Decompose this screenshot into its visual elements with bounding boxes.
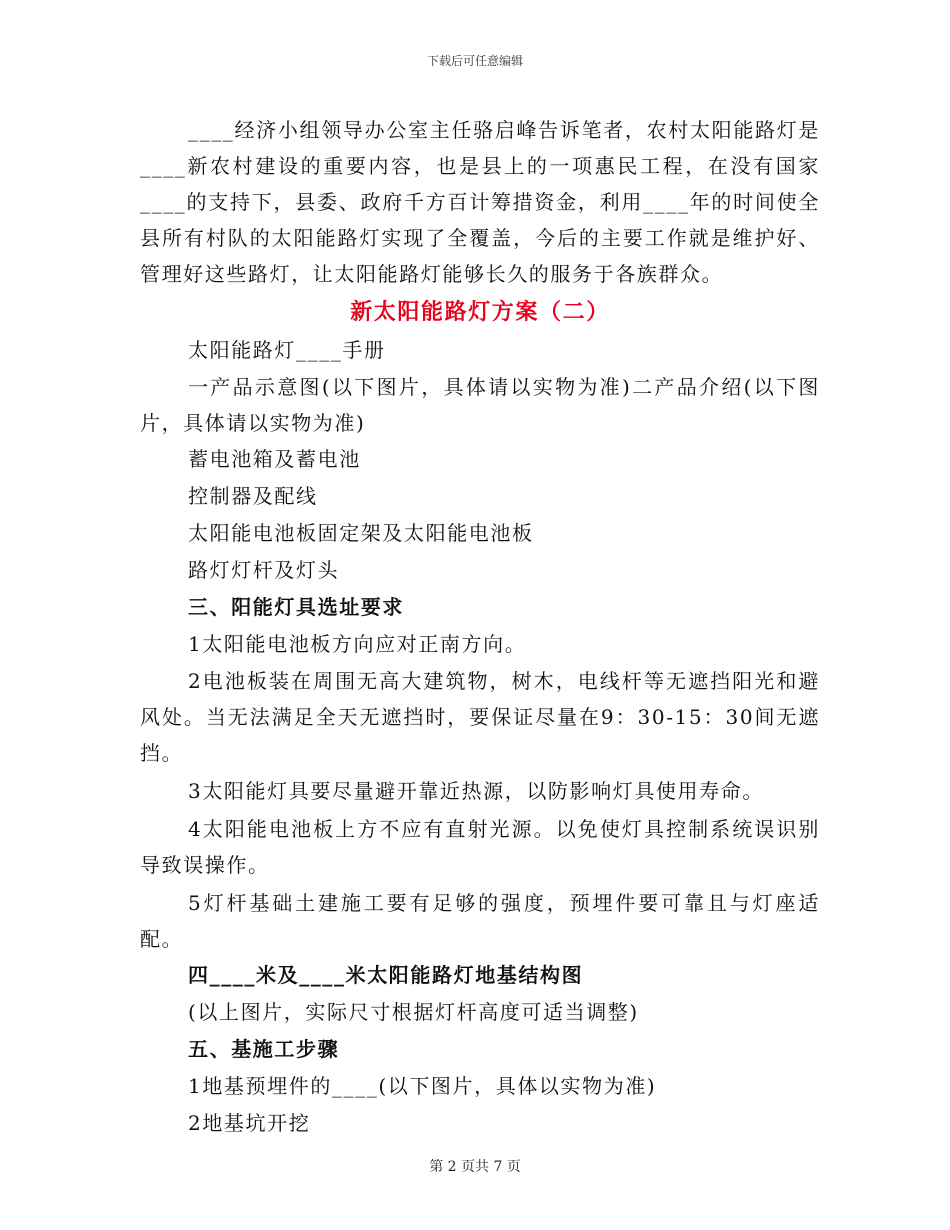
document-body: [140, 112, 820, 1142]
requirement-item: 5灯杆基础土建施工要有足够的强度，预埋件要可靠且与灯座适配。: [140, 891, 820, 951]
requirement-item: 1太阳能电池板方向应对正南方向。: [188, 632, 527, 656]
requirement-item: 4太阳能电池板上方不应有直射光源。以免使灯具控制系统误识别导致误操作。: [140, 817, 820, 877]
part-item: 蓄电池箱及蓄电池: [188, 447, 361, 471]
product-intro-paragraph: 一产品示意图(以下图片，具体请以实物为准)二产品介绍(以下图片，具体请以实物为准): [140, 375, 820, 435]
requirement-item: 2电池板装在周围无高大建筑物，树木，电线杆等无遮挡阳光和避风处。当无法满足全天无遮挡时，要保证尽量在9：30-15：30间无遮挡。: [140, 669, 820, 765]
section-4-note: (以上图片，实际尺寸根据灯杆高度可适当调整): [188, 1000, 639, 1024]
document-title: 新太阳能路灯方案（二）: [350, 299, 610, 325]
construction-step: 2地基坑开挖: [188, 1111, 311, 1135]
page-footer: 第 2 页共 7 页: [429, 1159, 521, 1175]
requirement-item: 3太阳能灯具要尽量避开靠近热源，以防影响灯具使用寿命。: [188, 779, 764, 803]
manual-title-line: 太阳能路灯____手册: [188, 338, 386, 362]
part-item: 控制器及配线: [188, 484, 318, 508]
intro-paragraph: ____经济小组领导办公室主任骆启峰告诉笔者，农村太阳能路灯是____新农村建设的重要内容，也是县上的一项惠民工程，在没有国家____的支持下，县委、政府千方百计筹措资金，利用____年的时间使全县所有村队的太阳能路灯实现了全覆盖，今后的主要工作就是维护好、管理好这些路灯，让太阳能路灯能够长久的服务于各族群众。: [140, 118, 820, 286]
section-5-heading: 五、基施工步骤: [188, 1037, 340, 1061]
construction-step: 1地基预埋件的____(以下图片，具体以实物为准): [188, 1074, 657, 1098]
page-header: 下载后可任意编辑: [426, 54, 523, 68]
section-3-heading: 三、阳能灯具选址要求: [188, 595, 404, 619]
section-4-heading: 四____米及____米太阳能路灯地基结构图: [188, 963, 584, 987]
part-item: 太阳能电池板固定架及太阳能电池板: [188, 521, 534, 545]
part-item: 路灯灯杆及灯头: [188, 558, 340, 582]
